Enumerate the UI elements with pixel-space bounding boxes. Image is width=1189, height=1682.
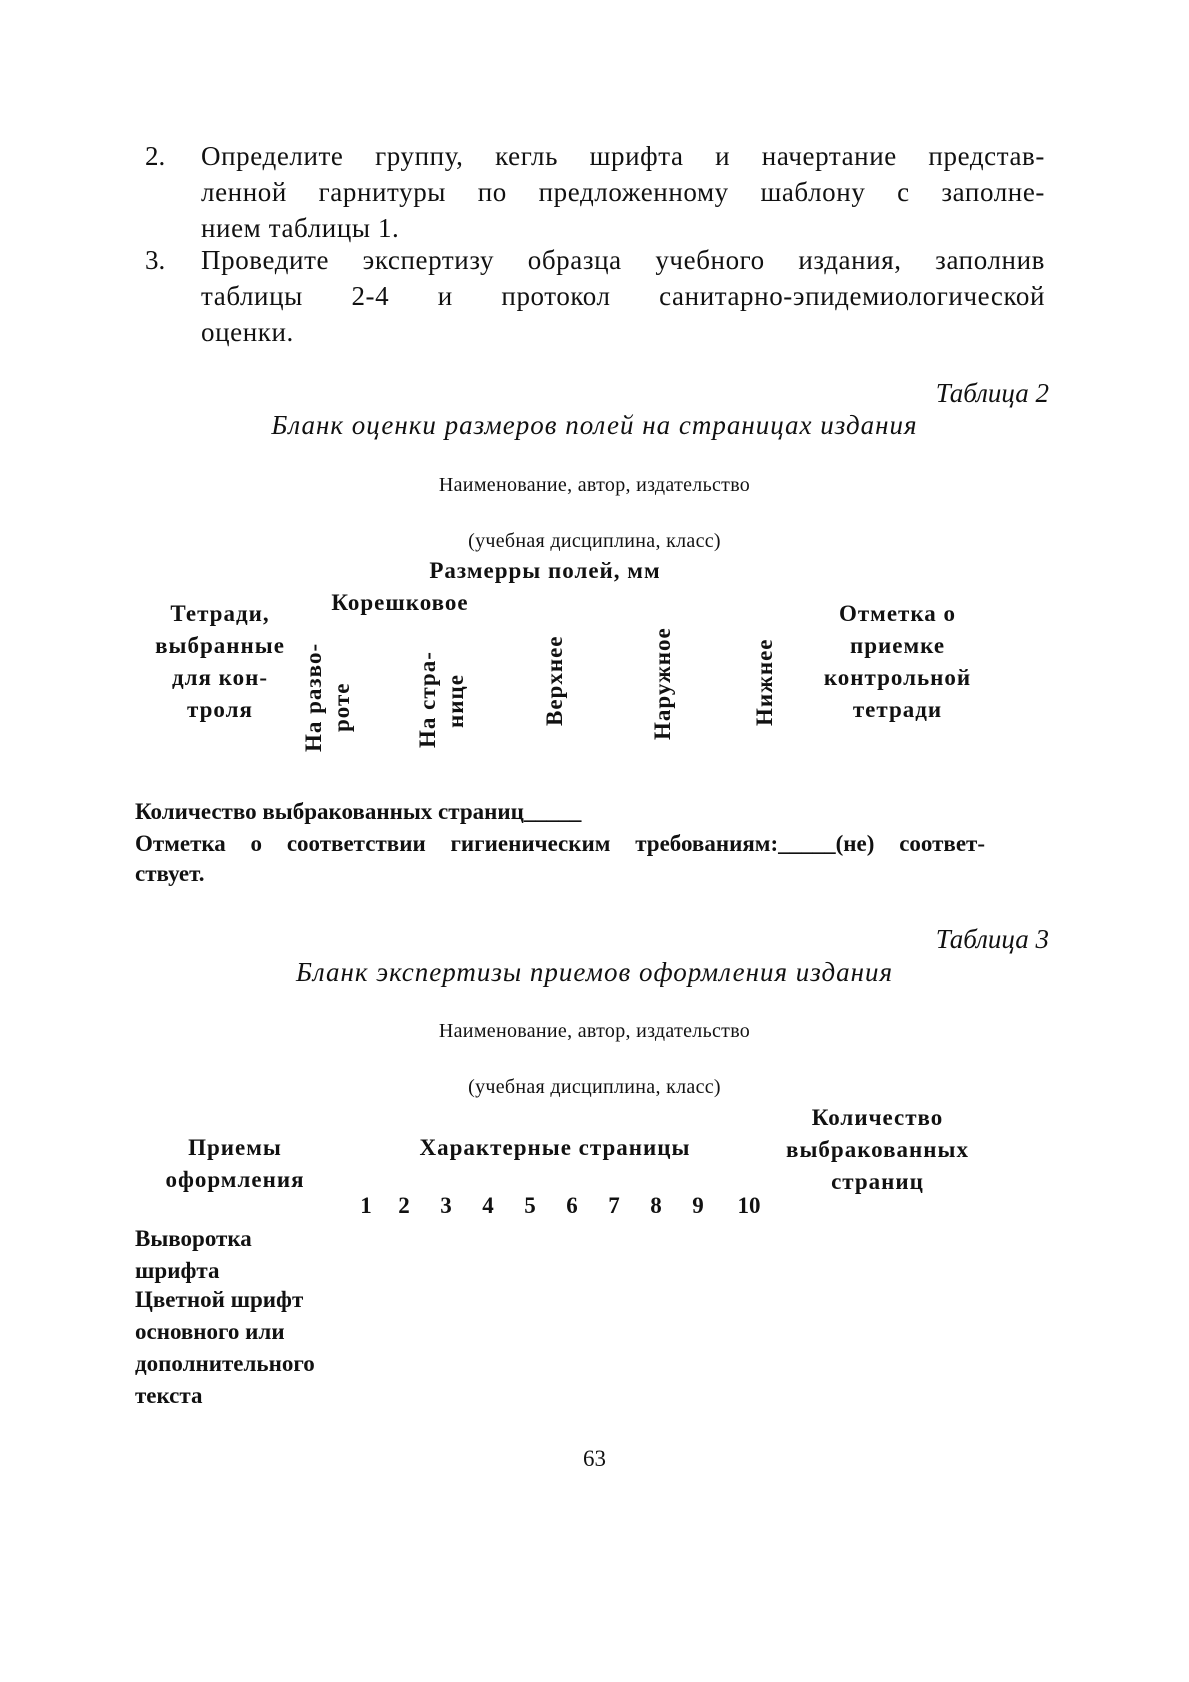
table2-col-mark: Отметка о приемке контрольной тетради xyxy=(823,601,972,722)
page-number-cell: 7 xyxy=(608,1193,620,1218)
table3-row-color-font: Цветной шрифт основного или дополнительного текста xyxy=(135,1287,315,1408)
list-number: 3. xyxy=(145,245,166,275)
table3-col-pages: Характерные страницы xyxy=(419,1135,691,1160)
list-text-line: Проведите экспертизу образца учебного издания, заполнив xyxy=(201,245,1045,275)
table2-spine-sub-page: На стра- нице xyxy=(415,651,468,748)
list-text-line: ленной гарнитуры по предложенному шаблону с заполне- xyxy=(201,177,1045,207)
table2-spine-sub-spread: На разво- роте xyxy=(301,642,354,752)
page-number-cell: 4 xyxy=(482,1193,494,1218)
table2-discipline-line: (учебная дисциплина, класс) xyxy=(468,530,721,552)
table3-col-methods: Приемы оформления xyxy=(165,1135,305,1192)
table2-col-spine: Корешковое xyxy=(331,590,469,615)
table2-col-bottom: Нижнее xyxy=(752,638,777,726)
table2-name-line: Наименование, автор, издательство xyxy=(438,474,751,496)
compliance-line-end: ствует. xyxy=(135,861,205,886)
page-number-cell: 3 xyxy=(440,1193,452,1218)
table2-title: Бланк оценки размеров полей на страницах издания xyxy=(271,410,918,440)
list-text-line: оценки. xyxy=(201,317,294,347)
table2-label: Таблица 2 xyxy=(935,378,1049,408)
table3-page-numbers xyxy=(0,1193,1189,1225)
list-number: 2. xyxy=(145,141,166,171)
list-text-line: Определите группу, кегль шрифта и начертание представ- xyxy=(201,141,1045,171)
page-number-cell: 10 xyxy=(737,1193,761,1218)
list-text-line: нием таблицы 1. xyxy=(201,213,400,243)
table3-col-count: Количество выбракованных страниц xyxy=(786,1105,969,1194)
list-text-line: таблицы 2-4 и протокол санитарно-эпидемиологической xyxy=(201,281,1045,311)
table2-col-outer: Наружное xyxy=(650,627,675,740)
table3-title: Бланк экспертизы приемов оформления издания xyxy=(295,957,894,987)
page-number-cell: 6 xyxy=(566,1193,578,1218)
page-number: 63 xyxy=(583,1446,606,1471)
rejected-pages-line: Количество выбракованных страниц_____ xyxy=(135,799,582,824)
page-number-cell: 9 xyxy=(692,1193,704,1218)
table3-label: Таблица 3 xyxy=(935,924,1049,954)
table3-row-reverse-font: Выворотка шрифта xyxy=(135,1226,252,1283)
page-number-cell: 1 xyxy=(360,1193,372,1218)
compliance-line: Отметка о соответствии гигиеническим требованиям:_____(не) соответ- xyxy=(135,831,985,856)
page-number-cell: 2 xyxy=(398,1193,410,1218)
table3-discipline-line: (учебная дисциплина, класс) xyxy=(468,1076,721,1098)
page-number-cell: 8 xyxy=(650,1193,662,1218)
table2-group-header: Размерры полей, мм xyxy=(429,558,661,583)
table2-col-notebooks: Тетради, выбранные для кон- троля xyxy=(155,601,285,722)
table2-col-top: Верхнее xyxy=(542,635,567,726)
table3-name-line: Наименование, автор, издательство xyxy=(438,1020,751,1042)
page-number-cell: 5 xyxy=(524,1193,536,1218)
